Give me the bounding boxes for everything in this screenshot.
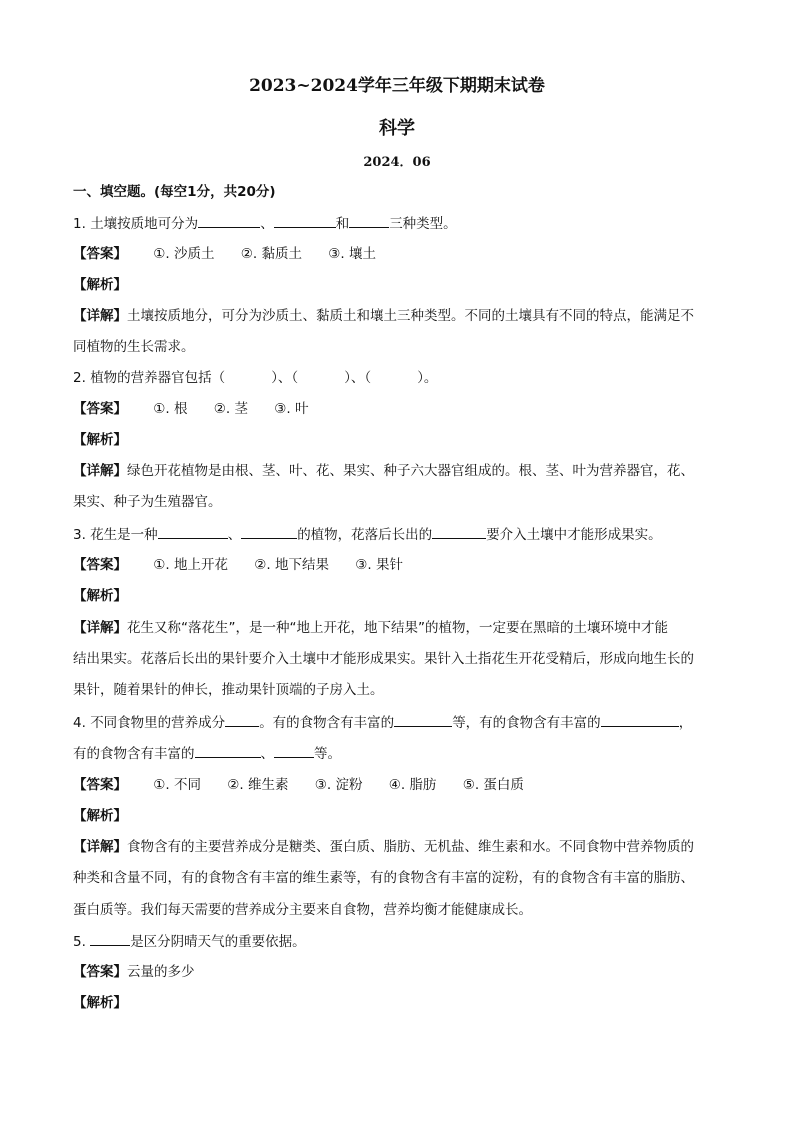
answer-label: 【答案】 [73,246,127,262]
question-text: 植物的营养器官包括（ [90,370,226,386]
answer-option: ②. 茎 [213,401,248,417]
detail-line: 结出果实。花落后长出的果针要介入土壤中才能形成果实。果针入土指花生开花受精后，形成向地生长的 [73,651,694,667]
question-text: 花生是一种 [90,527,158,543]
question-text: 等，有的食物含有丰富的 [452,715,601,731]
answer-blank [274,744,314,758]
question-number: 4. [73,715,86,731]
answer-option: ③. 淀粉 [314,777,363,793]
question-text: 。有的食物含有丰富的 [259,715,395,731]
answer-row [73,963,723,981]
answer-row [73,400,723,418]
answer-label: 【答案】 [73,401,127,417]
answer-option: ②. 地下结果 [254,557,329,573]
question-text: 、 [260,216,274,232]
detail-label: 【详解】 [73,839,127,855]
detail-line: 土壤按质地分，可分为沙质土、黏质土和壤土三种类型。不同的土壤具有不同的特点，能满足不 [127,308,694,324]
detail-line: 蛋白质等。我们每天需要的营养成分主要来自食物，营养均衡才能健康成长。 [73,902,532,918]
question-text: 有的食物含有丰富的 [73,746,195,762]
answer-row [73,556,723,574]
analysis-label: 【解析】 [73,277,127,293]
analysis-label: 【解析】 [73,432,127,448]
answer-blank [90,932,130,946]
detail-line: 绿色开花植物是由根、茎、叶、花、果实、种子六大器官组成的。根、茎、叶为营养器官，花、 [127,463,694,479]
question-number: 1. [73,216,86,232]
answer-blank [198,214,260,228]
answer-row [73,776,723,794]
answer-label: 【答案】 [73,964,127,980]
question-4-continued [73,744,723,763]
question-4 [73,713,723,732]
answer-option: ③. 叶 [274,401,309,417]
answer-option: 云量的多少 [127,964,195,980]
question-text: 的植物，花落后长出的 [297,527,433,543]
question-text: 是区分阴晴天气的重要依据。 [130,934,306,950]
exam-date: 2024．06 [363,155,431,170]
answer-blank [274,214,336,228]
question-text: ）、（ [271,370,299,386]
answer-option: ④. 脂肪 [388,777,437,793]
detail-line: 花生又称“落花生”，是一种“地上开花，地下结果”的植物，一定要在黑暗的土壤环境中才能 [127,620,668,636]
question-text: 三种类型。 [389,216,457,232]
subject-title: 科学 [379,118,415,139]
answer-label: 【答案】 [73,777,127,793]
detail-label: 【详解】 [73,308,127,324]
answer-option: ②. 黏质土 [240,246,302,262]
question-text: ， [678,715,693,731]
question-5 [73,932,723,951]
answer-option: ③. 果针 [355,557,403,573]
answer-option: ②. 维生素 [227,777,289,793]
analysis-label: 【解析】 [73,588,127,604]
detail-line: 果实、种子为生殖器官。 [73,494,222,510]
question-1 [73,214,723,233]
answer-blank [601,713,679,727]
detail-line: 食物含有的主要营养成分是糖类、蛋白质、脂肪、无机盐、维生素和水。不同食物中营养物质的 [127,839,694,855]
detail-label: 【详解】 [73,620,127,636]
answer-blank [241,525,297,539]
answer-row [73,245,723,263]
question-text: 土壤按质地可分为 [90,216,199,232]
section-title: 一、填空题。(每空1分，共20分) [73,184,276,200]
question-text: ）、（ [344,370,372,386]
detail-text [73,838,723,856]
answer-blank [394,713,452,727]
answer-option: ①. 沙质土 [153,246,215,262]
analysis-label: 【解析】 [73,995,127,1011]
answer-option: ⑤. 蛋白质 [462,777,524,793]
question-3 [73,525,723,544]
question-text: 不同食物里的营养成分 [90,715,226,731]
answer-blank [225,713,259,727]
answer-blank [195,744,261,758]
answer-option: ①. 地上开花 [153,557,228,573]
analysis-label: 【解析】 [73,808,127,824]
question-text: 和 [335,216,350,232]
question-number: 3. [73,527,86,543]
detail-line: 果针，随着果针的伸长，推动果针顶端的子房入土。 [73,682,384,698]
question-2 [73,369,723,387]
answer-option: ①. 根 [153,401,188,417]
question-text: ）。 [417,370,438,386]
question-text: 等。 [314,746,341,762]
detail-text [73,619,723,637]
exam-title: 2023~2024学年三年级下期期末试卷 [249,76,545,96]
detail-label: 【详解】 [73,463,127,479]
detail-text [73,462,723,480]
answer-option: ③. 壤土 [328,246,376,262]
detail-text [73,307,723,325]
question-text: 、 [227,527,242,543]
answer-blank [349,214,389,228]
answer-blank [432,525,486,539]
answer-label: 【答案】 [73,557,127,573]
detail-line: 种类和含量不同，有的食物含有丰富的维生素等，有的食物含有丰富的淀粉，有的食物含有丰富的脂肪、 [73,870,694,886]
question-text: 要介入土壤中才能形成果实。 [486,527,662,543]
question-text: 、 [260,746,274,762]
question-number: 5. [73,934,86,950]
answer-blank [158,525,228,539]
detail-line: 同植物的生长需求。 [73,339,195,355]
answer-option: ①. 不同 [153,777,201,793]
question-number: 2. [73,370,86,386]
